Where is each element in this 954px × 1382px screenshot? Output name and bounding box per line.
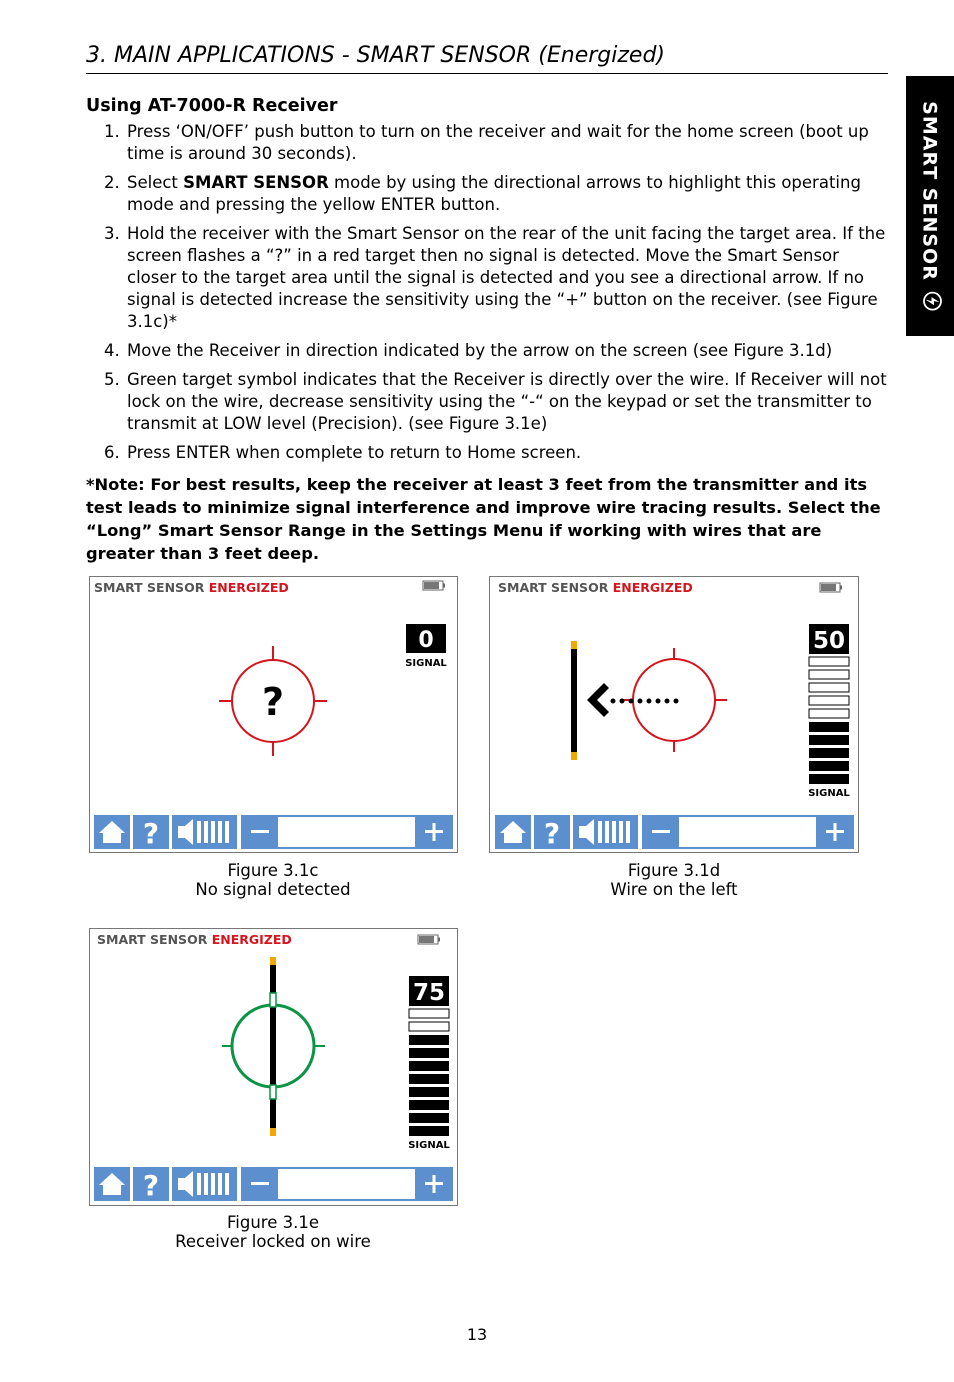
step-item: 5. Green target symbol indicates that the Receiver is directly over the wire. If Receiver will not lock on the wire, decrease sensitivity using the “-“ on the keypad or set the transmitter to transmit at LOW level (Precision). (see Figure 3.1e) xyxy=(104,370,887,433)
signal-bars xyxy=(809,657,849,784)
step-item: 6. Press ENTER when complete to return to Home screen. xyxy=(104,443,582,462)
button-bar xyxy=(94,815,453,850)
svg-text:SMART SENSOR ENERGIZED: SMART SENSOR ENERGIZED xyxy=(97,932,292,947)
minus-icon xyxy=(652,830,670,833)
wire-locked-icon xyxy=(270,957,276,1136)
svg-text:SMART SENSOR ENERGIZED: SMART SENSOR ENERGIZED xyxy=(498,580,693,595)
signal-label: SIGNAL xyxy=(408,1140,450,1151)
svg-text:SMART SENSOR ENERGIZED xyxy=(94,580,289,595)
minus-icon xyxy=(251,830,269,833)
figure-3-1c-caption: Figure 3.1c No signal detected xyxy=(195,861,351,899)
battery-icon xyxy=(423,581,445,590)
figure-3-1d-caption: Figure 3.1d Wire on the left xyxy=(610,861,738,899)
step-item: 1. Press ‘ON/OFF’ push button to turn on the receiver and wait for the home screen (boot up time is around 30 seconds). xyxy=(104,122,869,163)
page-number: 13 xyxy=(466,1325,488,1344)
minus-icon xyxy=(251,1182,269,1185)
instruction-steps xyxy=(86,121,888,471)
signal-value: 50 xyxy=(812,628,846,654)
help-icon: ? xyxy=(142,817,160,850)
figure-3-1c-screen xyxy=(89,576,458,853)
signal-bars xyxy=(409,1009,449,1136)
no-signal-symbol: ? xyxy=(261,680,285,724)
help-icon: ? xyxy=(142,1169,160,1202)
signal-label: SIGNAL xyxy=(405,658,447,669)
button-bar xyxy=(495,815,854,850)
button-bar xyxy=(94,1167,453,1202)
side-tab-label: SMART SENSOR xyxy=(919,101,941,281)
arrow-left-icon xyxy=(587,683,679,717)
sensitivity-track xyxy=(278,817,415,847)
bolt-circle-icon xyxy=(918,291,943,311)
battery-icon xyxy=(820,583,842,592)
step-item: 2. Select SMART SENSOR mode by using the directional arrows to highlight this operating mode and pressing the yellow ENTER button. xyxy=(104,173,861,214)
sensitivity-track xyxy=(278,1169,415,1199)
mode-label: SMART SENSOR xyxy=(94,580,205,595)
help-icon: ? xyxy=(543,817,561,850)
signal-value: 0 xyxy=(418,628,434,653)
signal-label: SIGNAL xyxy=(808,788,850,799)
chapter-header xyxy=(86,42,888,74)
step-item: 4. Move the Receiver in direction indicated by the arrow on the screen (see Figure 3.1d) xyxy=(104,341,833,360)
figure-3-1e-screen xyxy=(89,928,458,1206)
wire-left-icon xyxy=(571,641,577,760)
figure-3-1d-screen xyxy=(489,576,859,853)
battery-icon xyxy=(418,935,440,944)
side-tab xyxy=(906,76,954,336)
sensitivity-track xyxy=(679,817,816,847)
signal-value: 75 xyxy=(412,980,446,1006)
step-item: 3. Hold the receiver with the Smart Sensor on the rear of the unit facing the target area. If the screen flashes a “?” in a red target then no signal is detected. Move the Smart Sensor closer to the target area until the signal is detected and you see a directional arrow. If no signal is detected increase the sensitivity using the “+” button on the receiver. (see Figure 3.1c)* xyxy=(104,224,886,331)
best-results-note: *Note: For best results, keep the receiver at least 3 feet from the transmitter and its test leads to minimize signal interference and improve wire tracing results. Select the “Long” Smart Sensor Range in the Settings Menu if working with wires that are greater than 3 feet deep. xyxy=(86,475,881,563)
state-label: ENERGIZED xyxy=(208,580,289,595)
section-title: Using AT-7000-R Receiver xyxy=(86,96,338,116)
chapter-title: 3. MAIN APPLICATIONS - SMART SENSOR (Energized) xyxy=(86,43,665,68)
figure-3-1e-caption: Figure 3.1e Receiver locked on wire xyxy=(175,1213,371,1251)
